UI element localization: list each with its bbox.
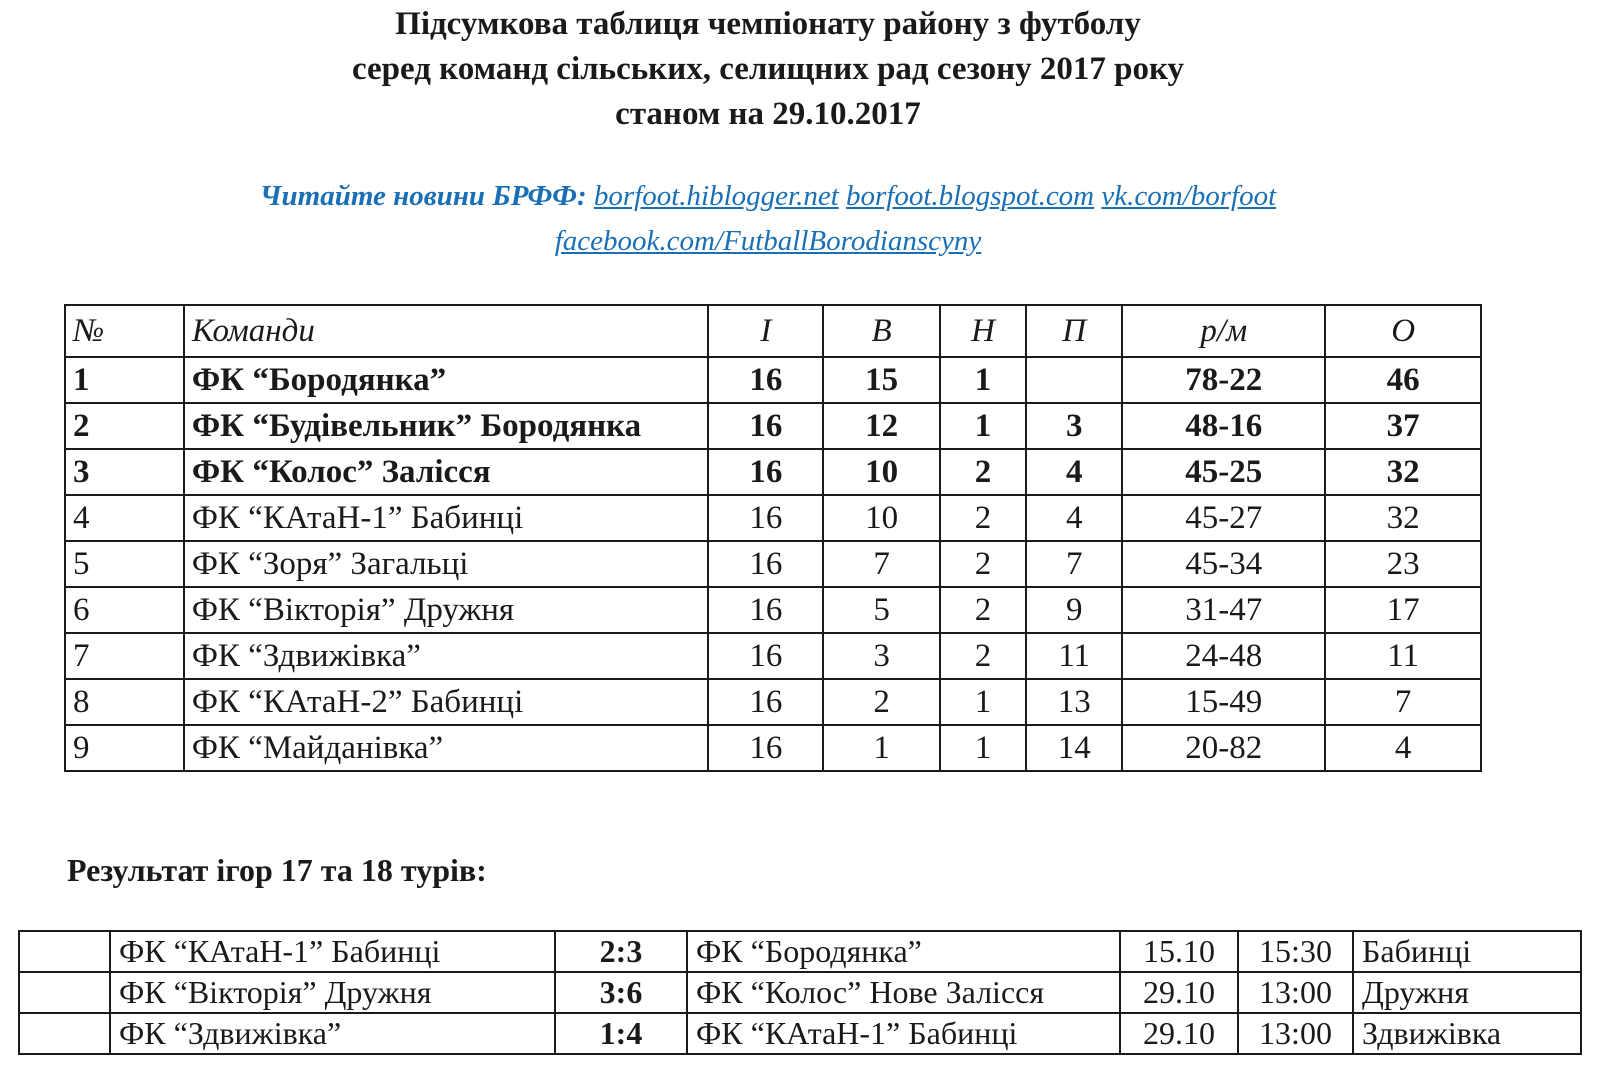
header-wins: В <box>823 305 940 357</box>
cell-losses: 4 <box>1026 495 1122 541</box>
cell-games: 16 <box>708 495 823 541</box>
cell-place: 5 <box>65 541 184 587</box>
cell-goals: 20-82 <box>1122 725 1325 771</box>
table-row <box>65 679 1481 725</box>
cell-points: 46 <box>1325 357 1481 403</box>
cell-losses: 11 <box>1026 633 1122 679</box>
cell-wins: 15 <box>823 357 940 403</box>
cell-games: 16 <box>708 357 823 403</box>
result-date: 29.10 <box>1120 1013 1238 1054</box>
table-row <box>65 587 1481 633</box>
result-date: 29.10 <box>1120 972 1238 1013</box>
cell-team: ФК “КАтаН-1” Бабинці <box>184 495 709 541</box>
result-venue: Бабинці <box>1353 931 1581 972</box>
news-block <box>0 174 1536 264</box>
cell-points: 37 <box>1325 403 1481 449</box>
cell-team: ФК “Майданівка” <box>184 725 709 771</box>
cell-points: 7 <box>1325 679 1481 725</box>
result-home-team: ФК “Вікторія” Дружня <box>110 972 555 1013</box>
standings-table <box>64 304 1482 772</box>
cell-games: 16 <box>708 679 823 725</box>
cell-wins: 7 <box>823 541 940 587</box>
cell-place: 3 <box>65 449 184 495</box>
table-row <box>65 633 1481 679</box>
result-row <box>19 931 1581 972</box>
cell-team: ФК “Бородянка” <box>184 357 709 403</box>
result-time: 15:30 <box>1238 931 1353 972</box>
standings-header-row <box>65 305 1481 357</box>
result-home-team: ФК “КАтаН-1” Бабинці <box>110 931 555 972</box>
cell-place: 8 <box>65 679 184 725</box>
cell-wins: 1 <box>823 725 940 771</box>
result-away-team: ФК “Бородянка” <box>687 931 1120 972</box>
link-hiblogger[interactable]: borfoot.hiblogger.net <box>593 180 839 212</box>
cell-place: 9 <box>65 725 184 771</box>
cell-draws: 1 <box>940 679 1026 725</box>
header-number: № <box>65 305 184 357</box>
results-table <box>18 930 1582 1055</box>
cell-wins: 5 <box>823 587 940 633</box>
cell-points: 32 <box>1325 449 1481 495</box>
cell-games: 16 <box>708 541 823 587</box>
cell-goals: 45-25 <box>1122 449 1325 495</box>
cell-games: 16 <box>708 403 823 449</box>
cell-points: 11 <box>1325 633 1481 679</box>
cell-games: 16 <box>708 587 823 633</box>
cell-games: 16 <box>708 725 823 771</box>
header-goals: р/м <box>1122 305 1325 357</box>
cell-wins: 10 <box>823 495 940 541</box>
table-row <box>65 725 1481 771</box>
cell-goals: 15-49 <box>1122 679 1325 725</box>
cell-place: 6 <box>65 587 184 633</box>
page-title <box>0 2 1536 137</box>
cell-draws: 2 <box>940 587 1026 633</box>
cell-team: ФК “Вікторія” Дружня <box>184 587 709 633</box>
result-home-team: ФК “Здвижівка” <box>110 1013 555 1054</box>
table-row <box>65 541 1481 587</box>
cell-draws: 1 <box>940 403 1026 449</box>
header-losses: П <box>1026 305 1122 357</box>
cell-points: 23 <box>1325 541 1481 587</box>
title-line-3: станом на 29.10.2017 <box>615 96 921 132</box>
result-date: 15.10 <box>1120 931 1238 972</box>
cell-goals: 48-16 <box>1122 403 1325 449</box>
results-heading: Результат ігор 17 та 18 турів: <box>67 852 487 888</box>
result-row <box>19 972 1581 1013</box>
cell-team: ФК “Колос” Залісся <box>184 449 709 495</box>
cell-losses: 3 <box>1026 403 1122 449</box>
cell-place: 2 <box>65 403 184 449</box>
cell-wins: 10 <box>823 449 940 495</box>
link-blogspot[interactable]: borfoot.blogspot.com <box>846 180 1095 212</box>
title-line-1: Підсумкова таблиця чемпіонату району з футболу <box>395 6 1141 42</box>
table-row <box>65 357 1481 403</box>
result-away-team: ФК “Колос” Нове Залісся <box>687 972 1120 1013</box>
cell-losses: 7 <box>1026 541 1122 587</box>
cell-draws: 2 <box>940 633 1026 679</box>
cell-goals: 78-22 <box>1122 357 1325 403</box>
result-score: 3:6 <box>555 972 687 1013</box>
news-lead: Читайте новини БРФФ: <box>259 180 587 212</box>
cell-draws: 2 <box>940 495 1026 541</box>
result-row <box>19 1013 1581 1054</box>
result-venue: Дружня <box>1353 972 1581 1013</box>
result-score: 1:4 <box>555 1013 687 1054</box>
cell-games: 16 <box>708 449 823 495</box>
cell-goals: 45-27 <box>1122 495 1325 541</box>
cell-losses: 4 <box>1026 449 1122 495</box>
cell-draws: 1 <box>940 357 1026 403</box>
result-away-team: ФК “КАтаН-1” Бабинці <box>687 1013 1120 1054</box>
cell-points: 4 <box>1325 725 1481 771</box>
cell-points: 32 <box>1325 495 1481 541</box>
cell-games: 16 <box>708 633 823 679</box>
cell-team: ФК “Будівельник” Бородянка <box>184 403 709 449</box>
result-time: 13:00 <box>1238 972 1353 1013</box>
header-games: І <box>708 305 823 357</box>
cell-wins: 3 <box>823 633 940 679</box>
cell-team: ФК “КАтаН-2” Бабинці <box>184 679 709 725</box>
cell-points: 17 <box>1325 587 1481 633</box>
cell-losses: 14 <box>1026 725 1122 771</box>
cell-losses: 13 <box>1026 679 1122 725</box>
result-score: 2:3 <box>555 931 687 972</box>
cell-place: 7 <box>65 633 184 679</box>
link-facebook[interactable]: facebook.com/FutballBorodianscyny <box>554 225 982 257</box>
cell-losses: 9 <box>1026 587 1122 633</box>
cell-goals: 24-48 <box>1122 633 1325 679</box>
cell-team: ФК “Зоря” Загальці <box>184 541 709 587</box>
table-row <box>65 495 1481 541</box>
cell-wins: 12 <box>823 403 940 449</box>
result-time: 13:00 <box>1238 1013 1353 1054</box>
cell-team: ФК “Здвижівка” <box>184 633 709 679</box>
title-line-2: серед команд сільських, селищних рад сезону 2017 року <box>351 51 1185 87</box>
result-cell-empty <box>19 1013 110 1054</box>
cell-draws: 2 <box>940 541 1026 587</box>
cell-place: 1 <box>65 357 184 403</box>
cell-goals: 45-34 <box>1122 541 1325 587</box>
header-teams: Команди <box>184 305 709 357</box>
cell-place: 4 <box>65 495 184 541</box>
cell-draws: 2 <box>940 449 1026 495</box>
cell-losses <box>1026 357 1122 403</box>
cell-goals: 31-47 <box>1122 587 1325 633</box>
header-points: О <box>1325 305 1481 357</box>
table-row <box>65 449 1481 495</box>
table-row <box>65 403 1481 449</box>
cell-wins: 2 <box>823 679 940 725</box>
link-vk[interactable]: vk.com/borfoot <box>1101 180 1277 212</box>
cell-draws: 1 <box>940 725 1026 771</box>
result-venue: Здвижівка <box>1353 1013 1581 1054</box>
result-cell-empty <box>19 931 110 972</box>
result-cell-empty <box>19 972 110 1013</box>
header-draws: Н <box>940 305 1026 357</box>
